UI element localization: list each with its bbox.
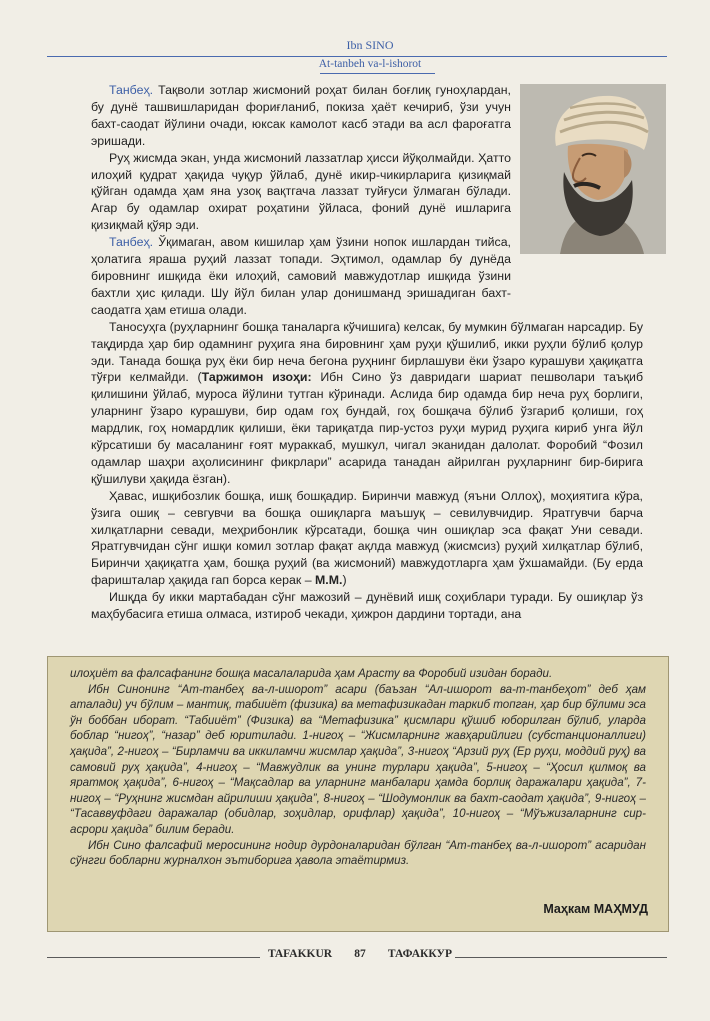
page-footer <box>268 948 452 960</box>
footer-magazine-latin: TAFAKKUR <box>268 948 333 960</box>
paragraph-4-note: Ибн Сино ўз давридаги шариат пешволари таъқиб қилишини ўйлаб, муроса йўлини тутган кўринади. Аслида бир одамда бир неча руҳ борлиги, уларнинг ўзаро курашуви, бир одам гоҳ бундай, гоҳ бошқача бўлиб ўзгариб қолиши, гоҳ мардлик, гоҳ номардлик қилиши, ёки тариқатда пир-устоз руҳи мурид руҳига кириб унга йўл кўрсатиши бу масаланинг ғоят мураккаб, мушкул, чигал эканидан далолат. Форобий “Фозил одамлар шаҳри аҳолисининг фикрлари” асарида танадан айрилган руҳларнинг бир-бирига қўшилуви ҳақида ёзган). <box>91 370 644 486</box>
paragraph-5 <box>91 488 643 589</box>
running-header-subtitle: At-tanbeh va-l-ishorot <box>318 58 422 70</box>
paragraph-4-text: Таносуҳга (руҳларнинг бошқа таналарга кўчишига) келсак, бу мумкин бўлмаган нарсадир. Бу тақдирда ҳар бир одамнинг руҳига яна бировнинг ҳам руҳи қўшилиб, икки руҳли бўлиб қолур эди. Танада бошқа руҳ ёки бир неча бегона руҳнинг бирлашуви ёки ўзаро курашуви ҳақиқатга тўғри келмайди. ( <box>91 319 643 385</box>
paragraph-1 <box>91 82 511 150</box>
header-rule <box>47 56 667 57</box>
paragraph-5-text: Ҳавас, ишқибозлик бошқа, ишқ бошқадир. Биринчи мавжуд (яъни Оллоҳ), моҳиятига кўра, ўзига ошиқ – севгувчи ва бошқа ошиқларга маъшуқ – севилувчидир. Яратгувчи барча хилқатларни севади, меҳрибонлик кўрсатади, бошқа чин ошиқлар эса фақат Уни севади. Яратгувчидан сўнг ишқи комил зотлар фақат ақлда мавжуд (жисмсиз) руҳий хилқатлар бўлиб, Биринчи ҳақиқатга ҳам, бошқа руҳий (ва жисмоний) мавжудотларга ҳам ўхшамайди. (Бу ерда фаришталар ҳақида гап борса керак – <box>91 488 643 588</box>
page-number: 87 <box>354 948 366 960</box>
paragraph-3-text: Ўқимаган, авом кишилар ҳам ўзини нопок ишлардан тийса, ҳолатига яраша руҳий лаззат топади. Эҳтимол, одамлар бу дунёда бировнинг ишқида ёки илоҳий, самовий мавжудотлар ишқида ўзини бахтли ҳис қилади. Шу йўл билан улар донишманд эришадиган бахт-саодатга ҳам етиша олади. <box>91 235 511 317</box>
article-body <box>91 82 643 623</box>
paragraph-5-close: ) <box>342 573 347 588</box>
tanbeh-label: Танбеҳ. <box>109 235 154 250</box>
running-header-title: Ibn SINO <box>346 38 394 52</box>
paragraph-3-start <box>91 234 511 319</box>
text-beside-portrait <box>91 82 511 319</box>
note-paragraph-1: илоҳиёт ва фалсафанинг бошқа масалаларида ҳам Арасту ва Форобий изидан боради. <box>70 667 553 680</box>
note-paragraph-2: Ибн Синонинг “Ат-танбеҳ ва-л-ишорот” асари (баъзан “Ал-ишорот ва-т-танбеҳот” деб ҳам аталади) уч бўлим – мантиқ, табииёт (физика) ва метафизикадан таркиб топган, ҳар бир бўлими эса ўн боббан иборат. “Табииёт” (Физика) ва “Метафизика” қисмлари қўшиб юборилган бўлиб, уларда боблар “нигоҳ”, “назар” деб юритилади. 1-нигоҳ – “Жисмларнинг жавҳарийлиги (субстанционаллиги) ҳақида”, 2-нигоҳ – “Бирламчи ва иккиламчи жисмлар ҳақида”, 3-нигоҳ “Арзий руҳ (Ер руҳи, моддий руҳ) ва самовий руҳ ҳақида”, 4-нигоҳ – “Мавжудлик ва унинг турлари ҳақида”, 5-нигоҳ – “Ҳосил қилмоқ ва яратмоқ ҳақида”, 6-нигоҳ – “Мақсадлар ва уларнинг манбалари ҳамда борлиқ даражалари ҳақида”, 7-нигоҳ – “Руҳнинг жисмдан айрилиши ҳақида”, 8-нигоҳ – “Шодумонлик ва бахт-саодат ҳақида”, 9-нигоҳ – “Тасаввуфдаги даражалар (обидлар, зоҳидлар, орифлар) ҳақида”, 10-нигоҳ – “Мўъжизаларнинг сир-асрори ҳақида” билим беради. <box>70 682 646 836</box>
paragraph-1-text: Тақволи зотлар жисмоний роҳат билан боғлиқ гуноҳлардан, бу дунё ташвишларидан фориғланиб, покиза ҳаёт кечириб, ўзи учун бахт-саодат йўлини очади, юксак камолот касб этади ва асл фароғатга эришади. <box>91 83 511 148</box>
footer-magazine-cyrillic: ТАФАККУР <box>387 948 452 960</box>
tanbeh-label: Танбеҳ. <box>109 83 154 97</box>
paragraph-6: Ишқда бу икки мартабадан сўнг мажозий – дунёвий ишқ соҳиблари туради. Бу ошиқлар ўз маҳбубасига етиша олмаса, изтироб чекади, ҳижрон дардини тортади, ана <box>91 590 643 622</box>
footer-rule-right <box>455 957 667 958</box>
note-paragraph-3: Ибн Сино фалсафий меросининг нодир дурдоналаридан бўлган “Ат-танбеҳ ва-л-ишорот” асаридан сўнгги бобларни журналхон эътиборига ҳавола этаётирмиз. <box>70 838 646 868</box>
author-signature: Маҳкам МАҲМУД <box>543 902 648 916</box>
editorial-note-text <box>70 666 646 869</box>
translator-note-label: Таржимон изоҳи: <box>201 370 312 385</box>
paragraph-2: Руҳ жисмда экан, унда жисмоний лаззатлар ҳисси йўқолмайди. Ҳатто илоҳий қудрат ҳақида чуқур ўйлаб, дунё икир-чикирларига қизиқмай қўйган одамда ҳам яна узоқ вақтгача лаззат туйғуси ўлмаган бўлади. Агар бу одамлар охират роҳатини ўйласа, фоний дунё ишларига қизиқмай қўяр эди. <box>91 150 511 233</box>
footer-rule-left <box>47 957 260 958</box>
paragraph-4 <box>91 319 643 488</box>
header-subtitle-underline <box>320 73 435 74</box>
author-initials: М.М. <box>315 573 343 588</box>
